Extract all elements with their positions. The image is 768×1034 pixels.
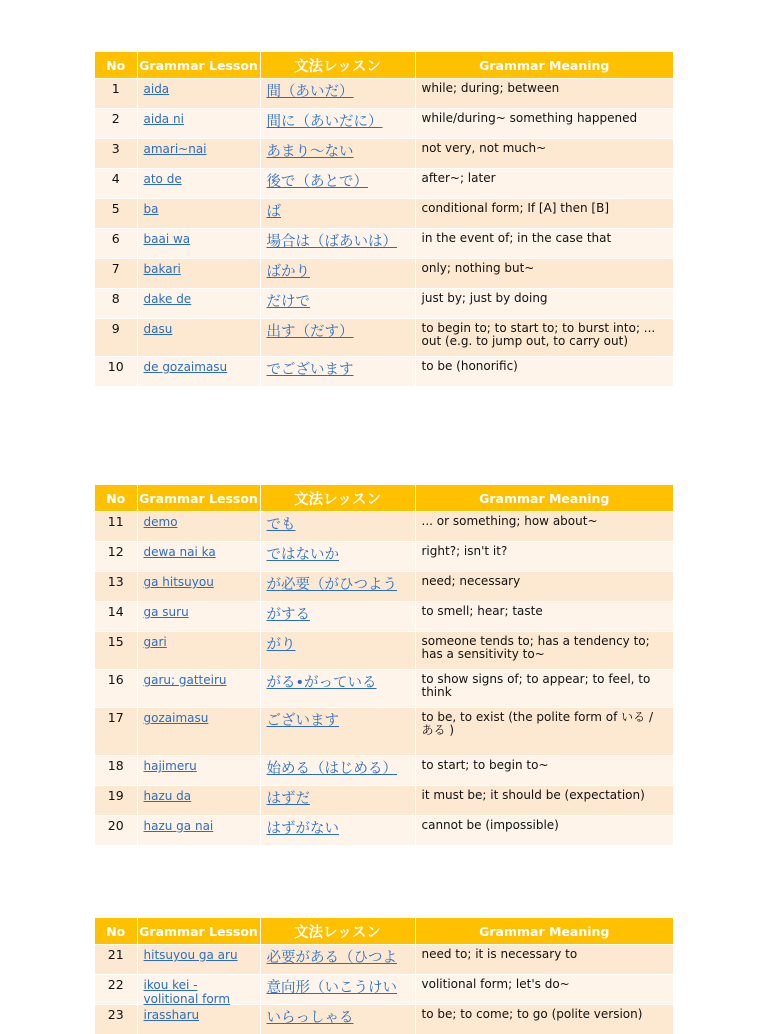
lesson-link[interactable]: amari~nai: [144, 142, 207, 156]
header-japanese: 文法レッスン: [260, 918, 415, 945]
table-header-row: [95, 52, 673, 79]
lesson-link[interactable]: gozaimasu: [144, 711, 209, 725]
japanese-link[interactable]: いらっしゃる: [267, 1010, 354, 1026]
table-row: [95, 572, 673, 602]
meaning-text: conditional form; If [A] then [B]: [415, 199, 673, 229]
japanese-link[interactable]: 後で（あとで）: [267, 174, 369, 190]
meaning-text: to show signs of; to appear; to feel, to think: [415, 670, 673, 708]
row-number: 5: [95, 199, 137, 229]
lesson-link[interactable]: garu; gatteiru: [144, 673, 227, 687]
meaning-text: need; necessary: [415, 572, 673, 602]
meaning-text: volitional form; let's do~: [415, 975, 673, 1005]
table-row: [95, 229, 673, 259]
japanese-link[interactable]: ばかり: [267, 264, 311, 280]
table-row: [95, 139, 673, 169]
lesson-link[interactable]: hazu ga nai: [144, 819, 214, 833]
table-row: [95, 786, 673, 816]
row-number: 2: [95, 109, 137, 139]
table-row: [95, 109, 673, 139]
header-grammar-lesson: Grammar Lesson: [137, 918, 260, 945]
meaning-text: while; during; between: [415, 79, 673, 109]
meaning-text: to begin to; to start to; to burst into; ... out (e.g. to jump out, to carry out): [415, 319, 673, 357]
meaning-text: only; nothing but~: [415, 259, 673, 289]
japanese-link[interactable]: 意向形（いこうけい: [267, 980, 398, 996]
row-number: 12: [95, 542, 137, 572]
header-no: No: [95, 918, 137, 945]
row-number: 21: [95, 945, 137, 975]
row-number: 19: [95, 786, 137, 816]
header-grammar-lesson: Grammar Lesson: [137, 485, 260, 512]
table-row: [95, 169, 673, 199]
table-row: [95, 199, 673, 229]
meaning-text: it must be; it should be (expectation): [415, 786, 673, 816]
grammar-table-2: [95, 485, 673, 845]
meaning-text: to be, to exist (the polite form of いる / ある ): [415, 708, 673, 756]
table-row: [95, 816, 673, 846]
grammar-table-3: [95, 918, 673, 1034]
table-row: [95, 357, 673, 387]
row-number: 22: [95, 975, 137, 1005]
japanese-link[interactable]: 間（あいだ）: [267, 84, 354, 100]
row-number: 17: [95, 708, 137, 756]
lesson-link[interactable]: ga hitsuyou: [144, 575, 214, 589]
meaning-text: ... or something; how about~: [415, 512, 673, 542]
row-number: 18: [95, 756, 137, 786]
header-grammar-lesson: Grammar Lesson: [137, 52, 260, 79]
row-number: 9: [95, 319, 137, 357]
row-number: 1: [95, 79, 137, 109]
meaning-text: to be (honorific): [415, 357, 673, 387]
table-row: [95, 602, 673, 632]
japanese-link[interactable]: が必要（がひつよう: [267, 577, 398, 593]
japanese-link[interactable]: がる•がっている: [267, 675, 377, 691]
meaning-text: after~; later: [415, 169, 673, 199]
japanese-link[interactable]: だけで: [267, 294, 311, 310]
row-number: 10: [95, 357, 137, 387]
table-row: [95, 632, 673, 670]
grammar-table-1: [95, 52, 673, 386]
lesson-link[interactable]: aida: [144, 82, 170, 96]
meaning-text: to be; to come; to go (polite version): [415, 1005, 673, 1034]
lesson-link[interactable]: ikou kei - volitional form: [144, 978, 231, 1006]
japanese-link[interactable]: がり: [267, 637, 296, 653]
japanese-link[interactable]: はずだ: [267, 791, 311, 807]
header-grammar-meaning: Grammar Meaning: [415, 485, 673, 512]
header-grammar-meaning: Grammar Meaning: [415, 52, 673, 79]
meaning-text: just by; just by doing: [415, 289, 673, 319]
lesson-link[interactable]: dewa nai ka: [144, 545, 216, 559]
japanese-link[interactable]: ではないか: [267, 547, 340, 563]
meaning-text: while/during~ something happened: [415, 109, 673, 139]
table-row: [95, 542, 673, 572]
row-number: 4: [95, 169, 137, 199]
japanese-link[interactable]: はずがない: [267, 821, 340, 837]
row-number: 8: [95, 289, 137, 319]
table-row: [95, 1005, 673, 1034]
lesson-link[interactable]: dake de: [144, 292, 192, 306]
table-row: [95, 512, 673, 542]
row-number: 7: [95, 259, 137, 289]
japanese-link[interactable]: 必要がある（ひつよ: [267, 950, 398, 966]
japanese-link[interactable]: ば: [267, 204, 282, 220]
row-number: 20: [95, 816, 137, 846]
row-number: 15: [95, 632, 137, 670]
header-japanese: 文法レッスン: [260, 485, 415, 512]
lesson-link[interactable]: aida ni: [144, 112, 184, 126]
japanese-link[interactable]: でも: [267, 517, 296, 533]
table-row: [95, 945, 673, 975]
japanese-link[interactable]: がする: [267, 607, 311, 623]
lesson-link[interactable]: de gozaimasu: [144, 360, 228, 374]
japanese-link[interactable]: 場合は（ばあいは）: [267, 234, 398, 250]
table-row: [95, 975, 673, 1005]
lesson-link[interactable]: hazu da: [144, 789, 192, 803]
row-number: 6: [95, 229, 137, 259]
meaning-text: right?; isn't it?: [415, 542, 673, 572]
row-number: 13: [95, 572, 137, 602]
row-number: 16: [95, 670, 137, 708]
meaning-text: cannot be (impossible): [415, 816, 673, 846]
lesson-link[interactable]: baai wa: [144, 232, 191, 246]
meaning-text: not very, not much~: [415, 139, 673, 169]
meaning-text: in the event of; in the case that: [415, 229, 673, 259]
meaning-text: to start; to begin to~: [415, 756, 673, 786]
table-row: [95, 259, 673, 289]
header-grammar-meaning: Grammar Meaning: [415, 918, 673, 945]
lesson-link[interactable]: dasu: [144, 322, 173, 336]
lesson-link[interactable]: ga suru: [144, 605, 189, 619]
table-row: [95, 319, 673, 357]
row-number: 11: [95, 512, 137, 542]
header-no: No: [95, 52, 137, 79]
japanese-link[interactable]: 間に（あいだに）: [267, 114, 383, 130]
row-number: 14: [95, 602, 137, 632]
lesson-link[interactable]: ato de: [144, 172, 182, 186]
lesson-link[interactable]: demo: [144, 515, 178, 529]
lesson-link[interactable]: bakari: [144, 262, 181, 276]
table-header-row: [95, 485, 673, 512]
table-row: [95, 289, 673, 319]
japanese-link[interactable]: 始める（はじめる）: [267, 761, 398, 777]
lesson-link[interactable]: hajimeru: [144, 759, 197, 773]
header-no: No: [95, 485, 137, 512]
japanese-link[interactable]: ございます: [267, 713, 340, 729]
row-number: 3: [95, 139, 137, 169]
table-row: [95, 670, 673, 708]
header-japanese: 文法レッスン: [260, 52, 415, 79]
row-number: 23: [95, 1005, 137, 1034]
table-row: [95, 756, 673, 786]
japanese-link[interactable]: 出す（だす）: [267, 324, 354, 340]
meaning-text: need to; it is necessary to: [415, 945, 673, 975]
lesson-link[interactable]: hitsuyou ga aru: [144, 948, 238, 962]
lesson-link[interactable]: irassharu: [144, 1008, 200, 1022]
lesson-link[interactable]: gari: [144, 635, 167, 649]
meaning-text: to smell; hear; taste: [415, 602, 673, 632]
table-row: [95, 708, 673, 756]
meaning-text: someone tends to; has a tendency to; has a sensitivity to~: [415, 632, 673, 670]
table-header-row: [95, 918, 673, 945]
table-row: [95, 79, 673, 109]
japanese-link[interactable]: あまり〜ない: [267, 144, 354, 160]
lesson-link[interactable]: ba: [144, 202, 159, 216]
japanese-link[interactable]: でございます: [267, 362, 354, 378]
